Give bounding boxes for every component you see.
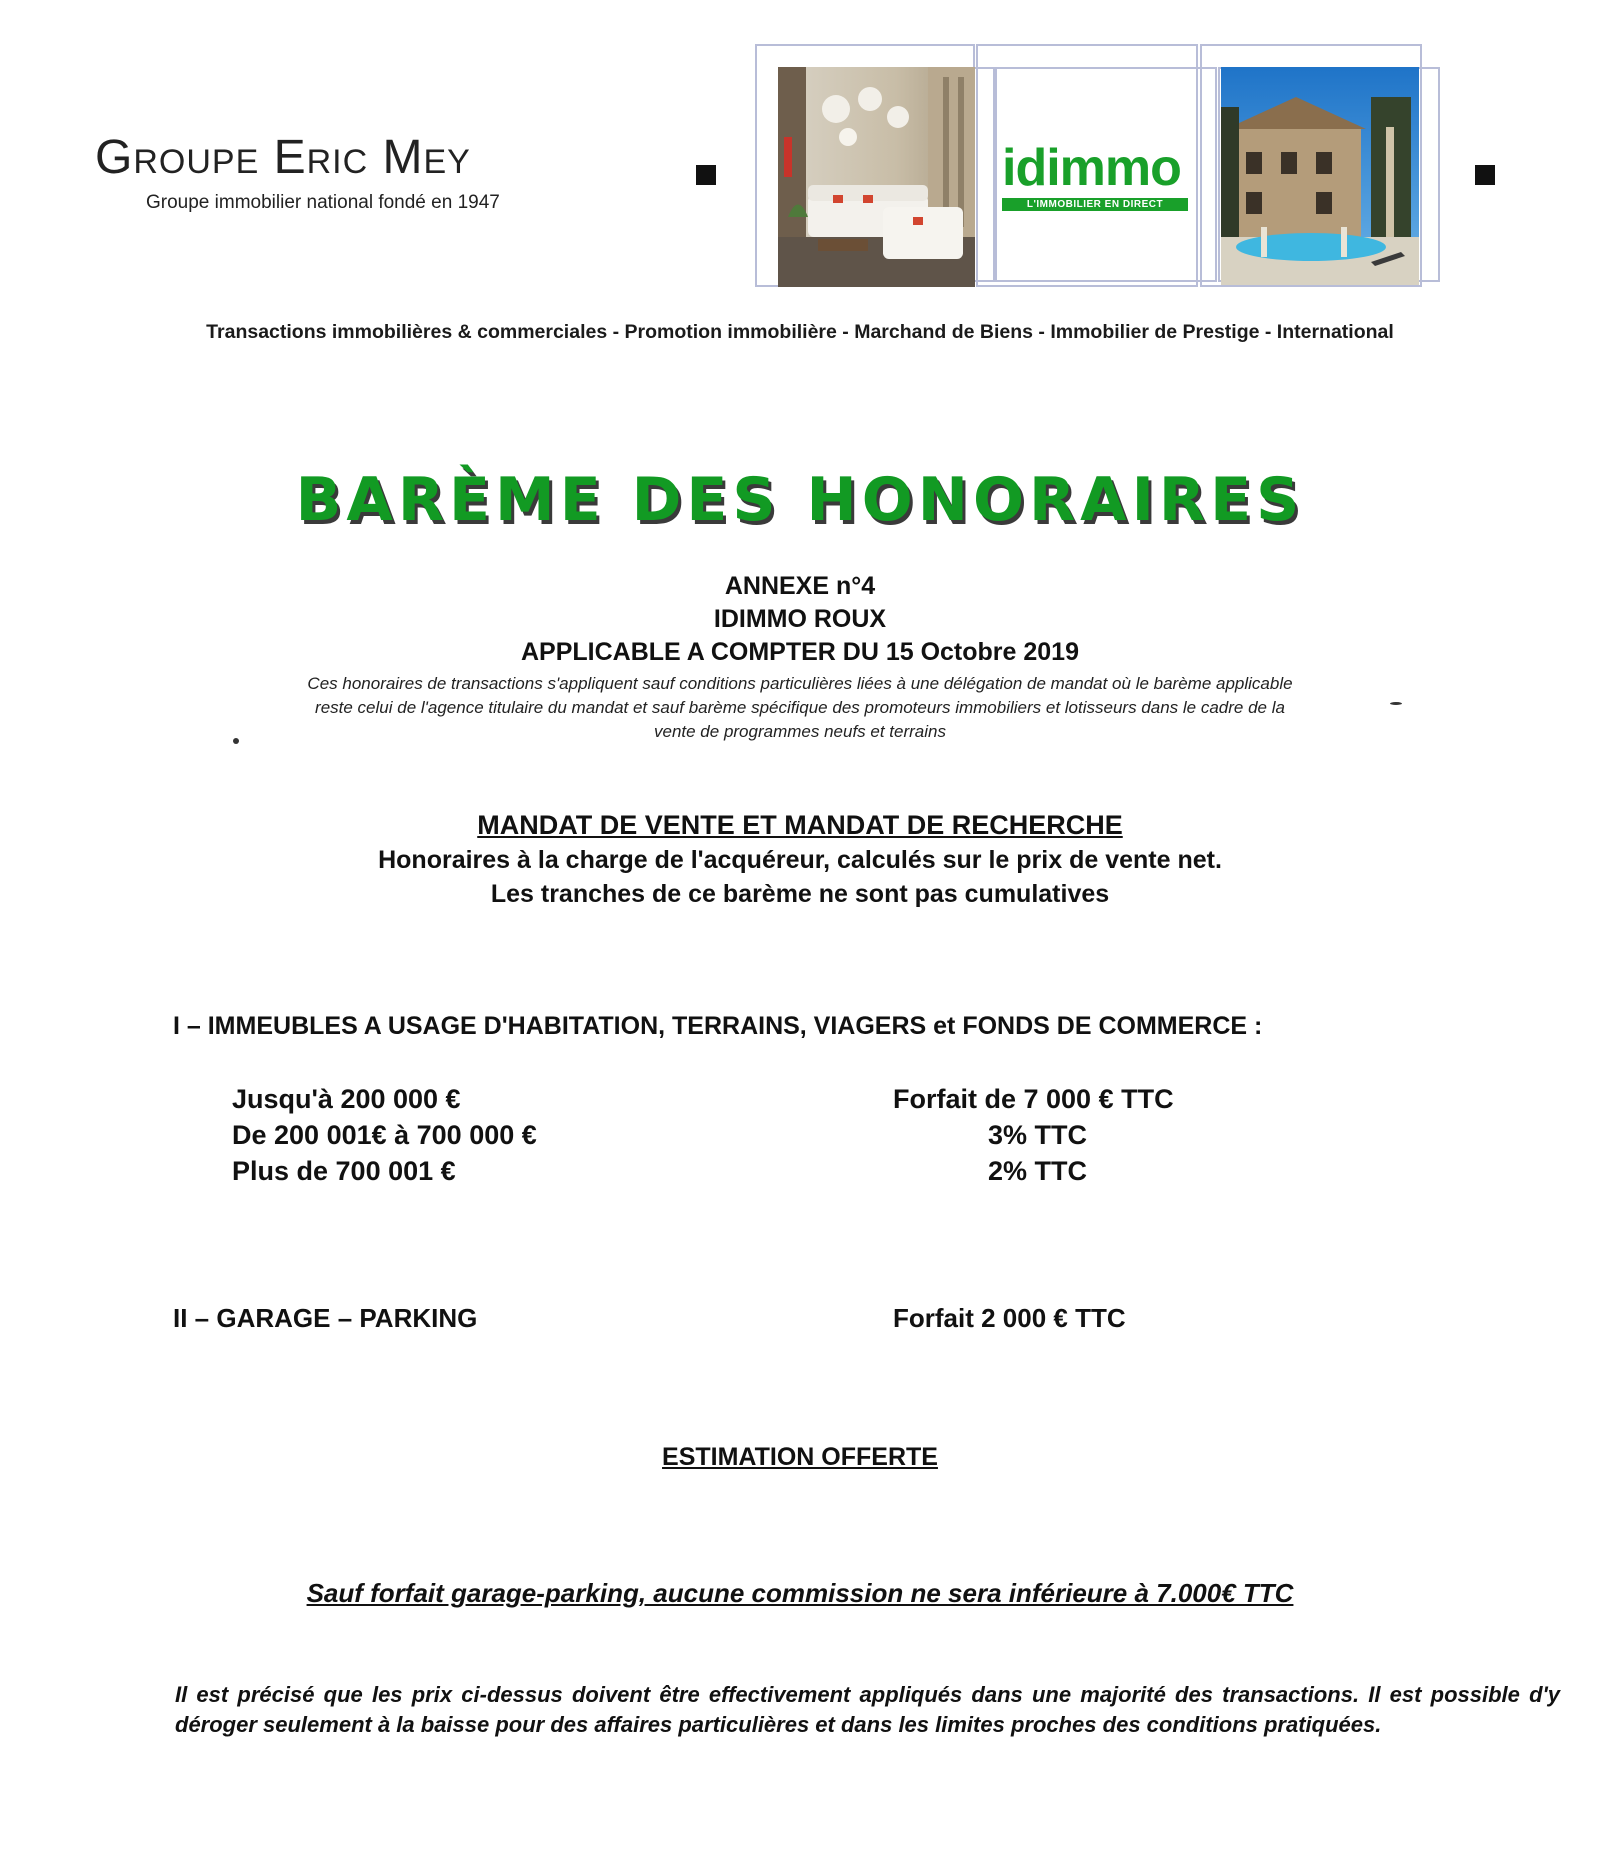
section-1-heading: I – IMMEUBLES A USAGE D'HABITATION, TERRAINS, VIAGERS et FONDS DE COMMERCE : (173, 1012, 1263, 1040)
section-2-heading: II – GARAGE – PARKING (173, 1303, 478, 1333)
idimmo-logo (998, 138, 1198, 218)
annex-number: ANNEXE n°4 (724, 572, 876, 600)
section-2-fee: Forfait 2 000 € TTC (893, 1303, 1126, 1333)
tier-range: De 200 001€ à 700 000 € (232, 1120, 537, 1150)
square-bullet-icon (1475, 165, 1495, 185)
mandate-line-1: Honoraires à la charge de l'acquéreur, calculés sur le prix de vente net. (378, 846, 1222, 874)
mandate-line-2: Les tranches de ce barème ne sont pas cumulatives (490, 880, 1110, 908)
logo-tagline: L'IMMOBILIER EN DIRECT (1002, 198, 1188, 211)
closing-note: Il est précisé que les prix ci-dessus doivent être effectivement appliqués dans une majorité des transactions. Il est possible d'y déroger seulement à la baisse pour des affaires particulières et dans les limites proches des conditions pratiquées. (175, 1682, 1560, 1737)
tier-fee: 3% TTC (988, 1120, 1088, 1150)
scan-speck (1390, 702, 1402, 705)
mandate-title: MANDAT DE VENTE ET MANDAT DE RECHERCHE (477, 810, 1123, 840)
tier-fee: 2% TTC (988, 1156, 1088, 1186)
agency-name: IDIMMO ROUX (713, 605, 887, 633)
brand-tagline: Groupe immobilier national fondé en 1947 (146, 192, 500, 213)
effective-date: APPLICABLE A COMPTER DU 15 Octobre 2019 (521, 638, 1079, 666)
estimation-offer: ESTIMATION OFFERTE (662, 1443, 938, 1471)
minimum-commission: Sauf forfait garage-parking, aucune commission ne sera inférieure à 7.000€ TTC (306, 1578, 1294, 1608)
living-room-photo (778, 67, 975, 287)
scan-speck (233, 738, 239, 744)
disclaimer: Ces honoraires de transactions s'appliquent sauf conditions particulières liées à une délégation de mandat où le barème applicable reste celui de l'agence titulaire du mandat et sauf barème spécifique des promoteurs immobiliers et lotisseurs dans le cadre de la vente de programmes neufs et terrains (307, 674, 1293, 741)
logo-word: idimmo (1002, 139, 1181, 197)
tier-range: Plus de 700 001 € (232, 1156, 456, 1186)
tier-range: Jusqu'à 200 000 € (232, 1084, 461, 1114)
tier-fee: Forfait de 7 000 € TTC (893, 1084, 1174, 1114)
square-bullet-icon (696, 165, 716, 185)
activities-line: Transactions immobilières & commerciales - Promotion immobilière - Marchand de Biens - Immobilier de Prestige - International (206, 321, 1394, 343)
brand-name: Groupe Eric Mey (95, 131, 471, 184)
page-title: BARÈME DES HONORAIRES (295, 465, 1305, 535)
villa-pool-photo (1221, 67, 1419, 285)
